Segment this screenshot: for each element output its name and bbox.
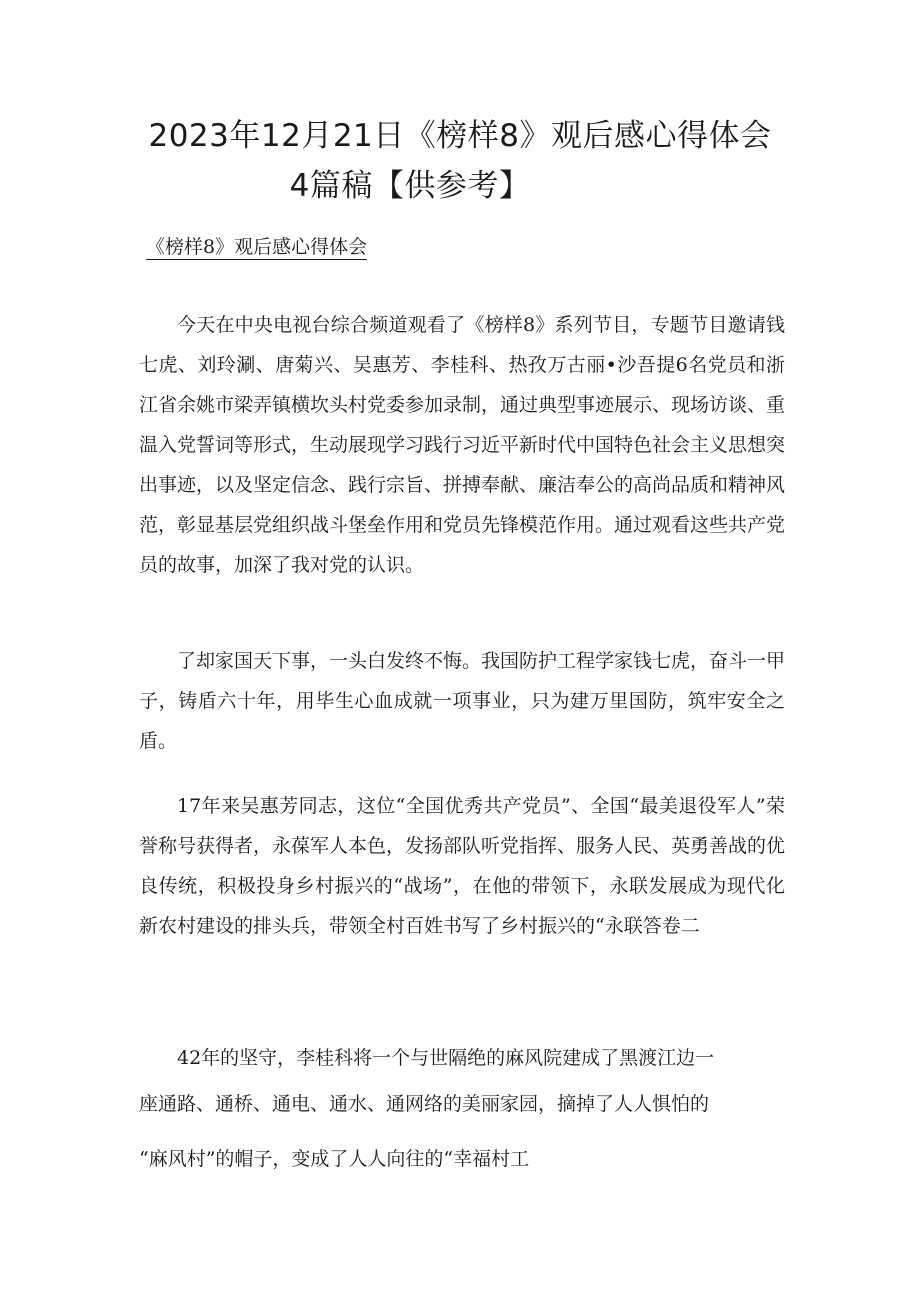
body-line: 42年的坚守，李桂科将一个与世隔绝的麻风院建成了黑渡江边一 [177,1047,715,1069]
body-line: “麻风村”的帽子，变成了人人向往的“幸福村工 [139,1148,530,1170]
body-paragraph: 17年来吴惠芳同志，这位“全国优秀共产党员”、全国“最美退役军人”荣誉称号获得者，永葆军人本色，发扬部队听党指挥、服务人民、英勇善战的优良传统，积极投身乡村振兴的“战场”，在他的带领下，永联发展成为现代化新农村建设的排头兵，带领全村百姓书写了乡村振兴的“永联答卷二 [139,795,786,937]
document-title-line-2: 4篇稿【供参考】 [289,168,531,204]
section-subheading [146,232,367,259]
document-title-line-1: 2023年12月21日《榜样8》观后感心得体会 [148,118,772,154]
body-paragraph: 了却家国天下事，一头白发终不悔。我国防护工程学家钱七虎，奋斗一甲子，铸盾六十年，用毕生心血成就一项事业，只为建万里国防，筑牢安全之盾。 [139,650,786,752]
body-line: 座通路、通桥、通电、通水、通网络的美丽家园，摘掉了人人惧怕的 [139,1093,710,1115]
subheading-text: 《榜样8》观后感心得体会 [146,236,368,258]
body-paragraph: 今天在中央电视台综合频道观看了《榜样8》系列节目，专题节目邀请钱七虎、刘玲涮、唐菊兴、吴惠芳、李桂科、热孜万古丽•沙吾提6名党员和浙江省余姚市梁弄镇横坎头村党委参加录制，通过典型事迹展示、现场访谈、重温入党誓词等形式，生动展现学习践行习近平新时代中国特色社会主义思想突出事迹，以及坚定信念、践行宗旨、拼搏奉献、廉洁奉公的高尚品质和精神风范，彰显基层党组织战斗堡垒作用和党员先锋模范作用。通过观看这些共产党员的故事，加深了我对党的认识。 [139,314,786,576]
